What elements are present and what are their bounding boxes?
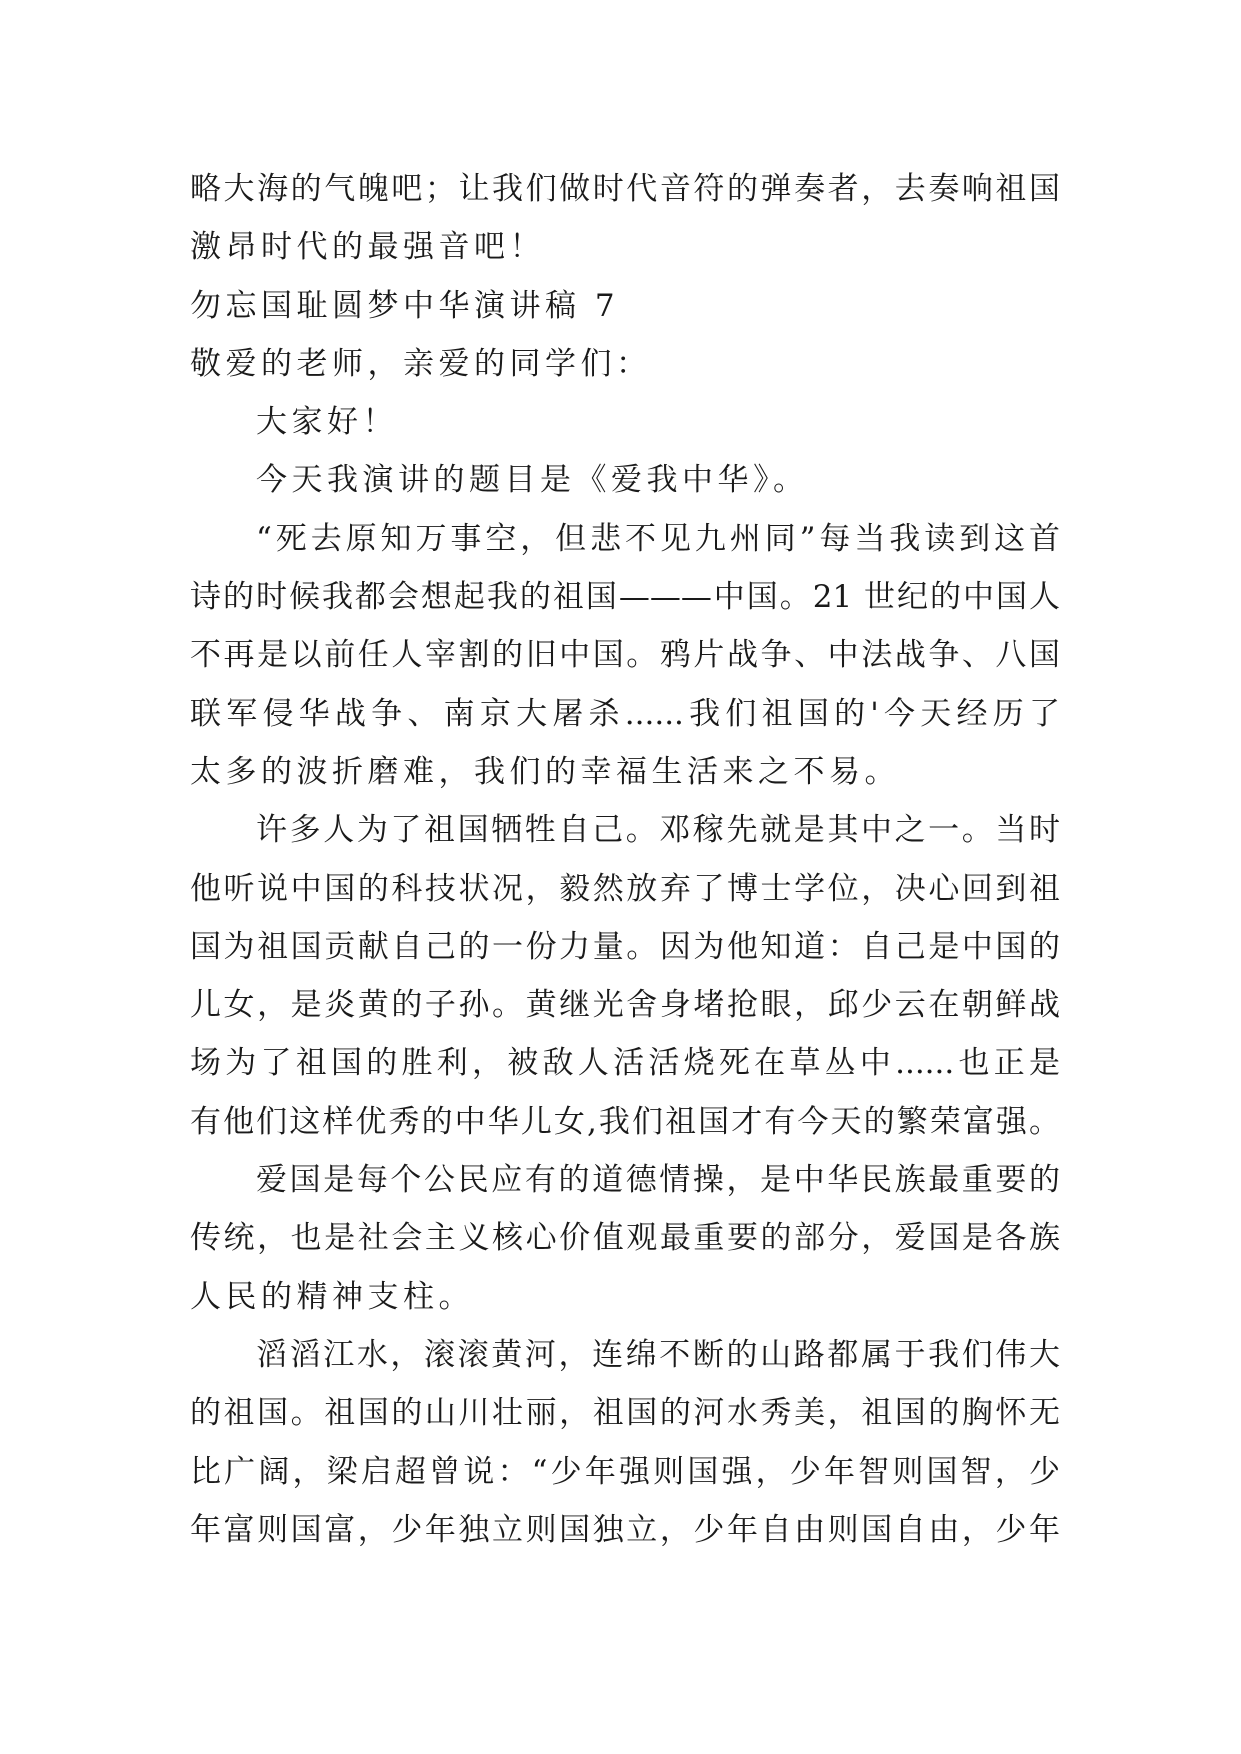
text-line: 激昂时代的最强音吧！ (190, 229, 545, 266)
text-line: 儿女，是炎黄的子孙。黄继光舍身堵抢眼，邱少云在朝鲜战 (190, 987, 1060, 1024)
text-line: 今天我演讲的题目是《爱我中华》。 (256, 462, 809, 499)
text-line: 滔滔江水，滚滚黄河，连绵不断的山路都属于我们伟大 (256, 1336, 1060, 1373)
text-line: 有他们这样优秀的中华儿女,我们祖国才有今天的繁荣富强。 (190, 1103, 1060, 1140)
text-line: 场为了祖国的胜利，被敌人活活烧死在草丛中......也正是 (190, 1045, 1060, 1082)
text-line: “死去原知万事空，但悲不见九州同”每当我读到这首 (256, 520, 1060, 557)
text-line: 许多人为了祖国牺牲自己。邓稼先就是其中之一。当时 (256, 812, 1060, 849)
text-line: 国为祖国贡献自己的一份力量。因为他知道：自己是中国的 (190, 928, 1060, 965)
text-line: 大家好！ (256, 404, 398, 441)
text-line: 的祖国。祖国的山川壮丽，祖国的河水秀美，祖国的胸怀无 (190, 1395, 1060, 1432)
text-line: 略大海的气魄吧；让我们做时代音符的弹奏者，去奏响祖国 (190, 171, 1060, 207)
text-line: 比广阔，梁启超曾说：“少年强则国强，少年智则国智，少 (190, 1453, 1060, 1490)
text-line: 敬爱的老师，亲爱的同学们： (190, 345, 652, 382)
text-line: 联军侵华战争、南京大屠杀......我们祖国的'今天经历了 (190, 695, 1060, 732)
document-body (190, 160, 1060, 1559)
text-line: 爱国是每个公民应有的道德情操，是中华民族最重要的 (256, 1162, 1060, 1199)
text-line: 他听说中国的科技状况，毅然放弃了博士学位，决心回到祖 (190, 870, 1060, 907)
text-line: 太多的波折磨难，我们的幸福生活来之不易。 (190, 753, 900, 790)
text-line: 人民的精神支柱。 (190, 1278, 474, 1315)
text-line: 诗的时候我都会想起我的祖国———中国。21 世纪的中国人 (190, 579, 1060, 616)
text-line: 年富则国富，少年独立则国独立，少年自由则国自由，少年 (190, 1511, 1060, 1548)
text-line: 传统，也是社会主义核心价值观最重要的部分，爱国是各族 (190, 1220, 1060, 1257)
text-line: 勿忘国耻圆梦中华演讲稿 7 (190, 287, 620, 324)
text-line: 不再是以前任人宰割的旧中国。鸦片战争、中法战争、八国 (190, 637, 1060, 674)
